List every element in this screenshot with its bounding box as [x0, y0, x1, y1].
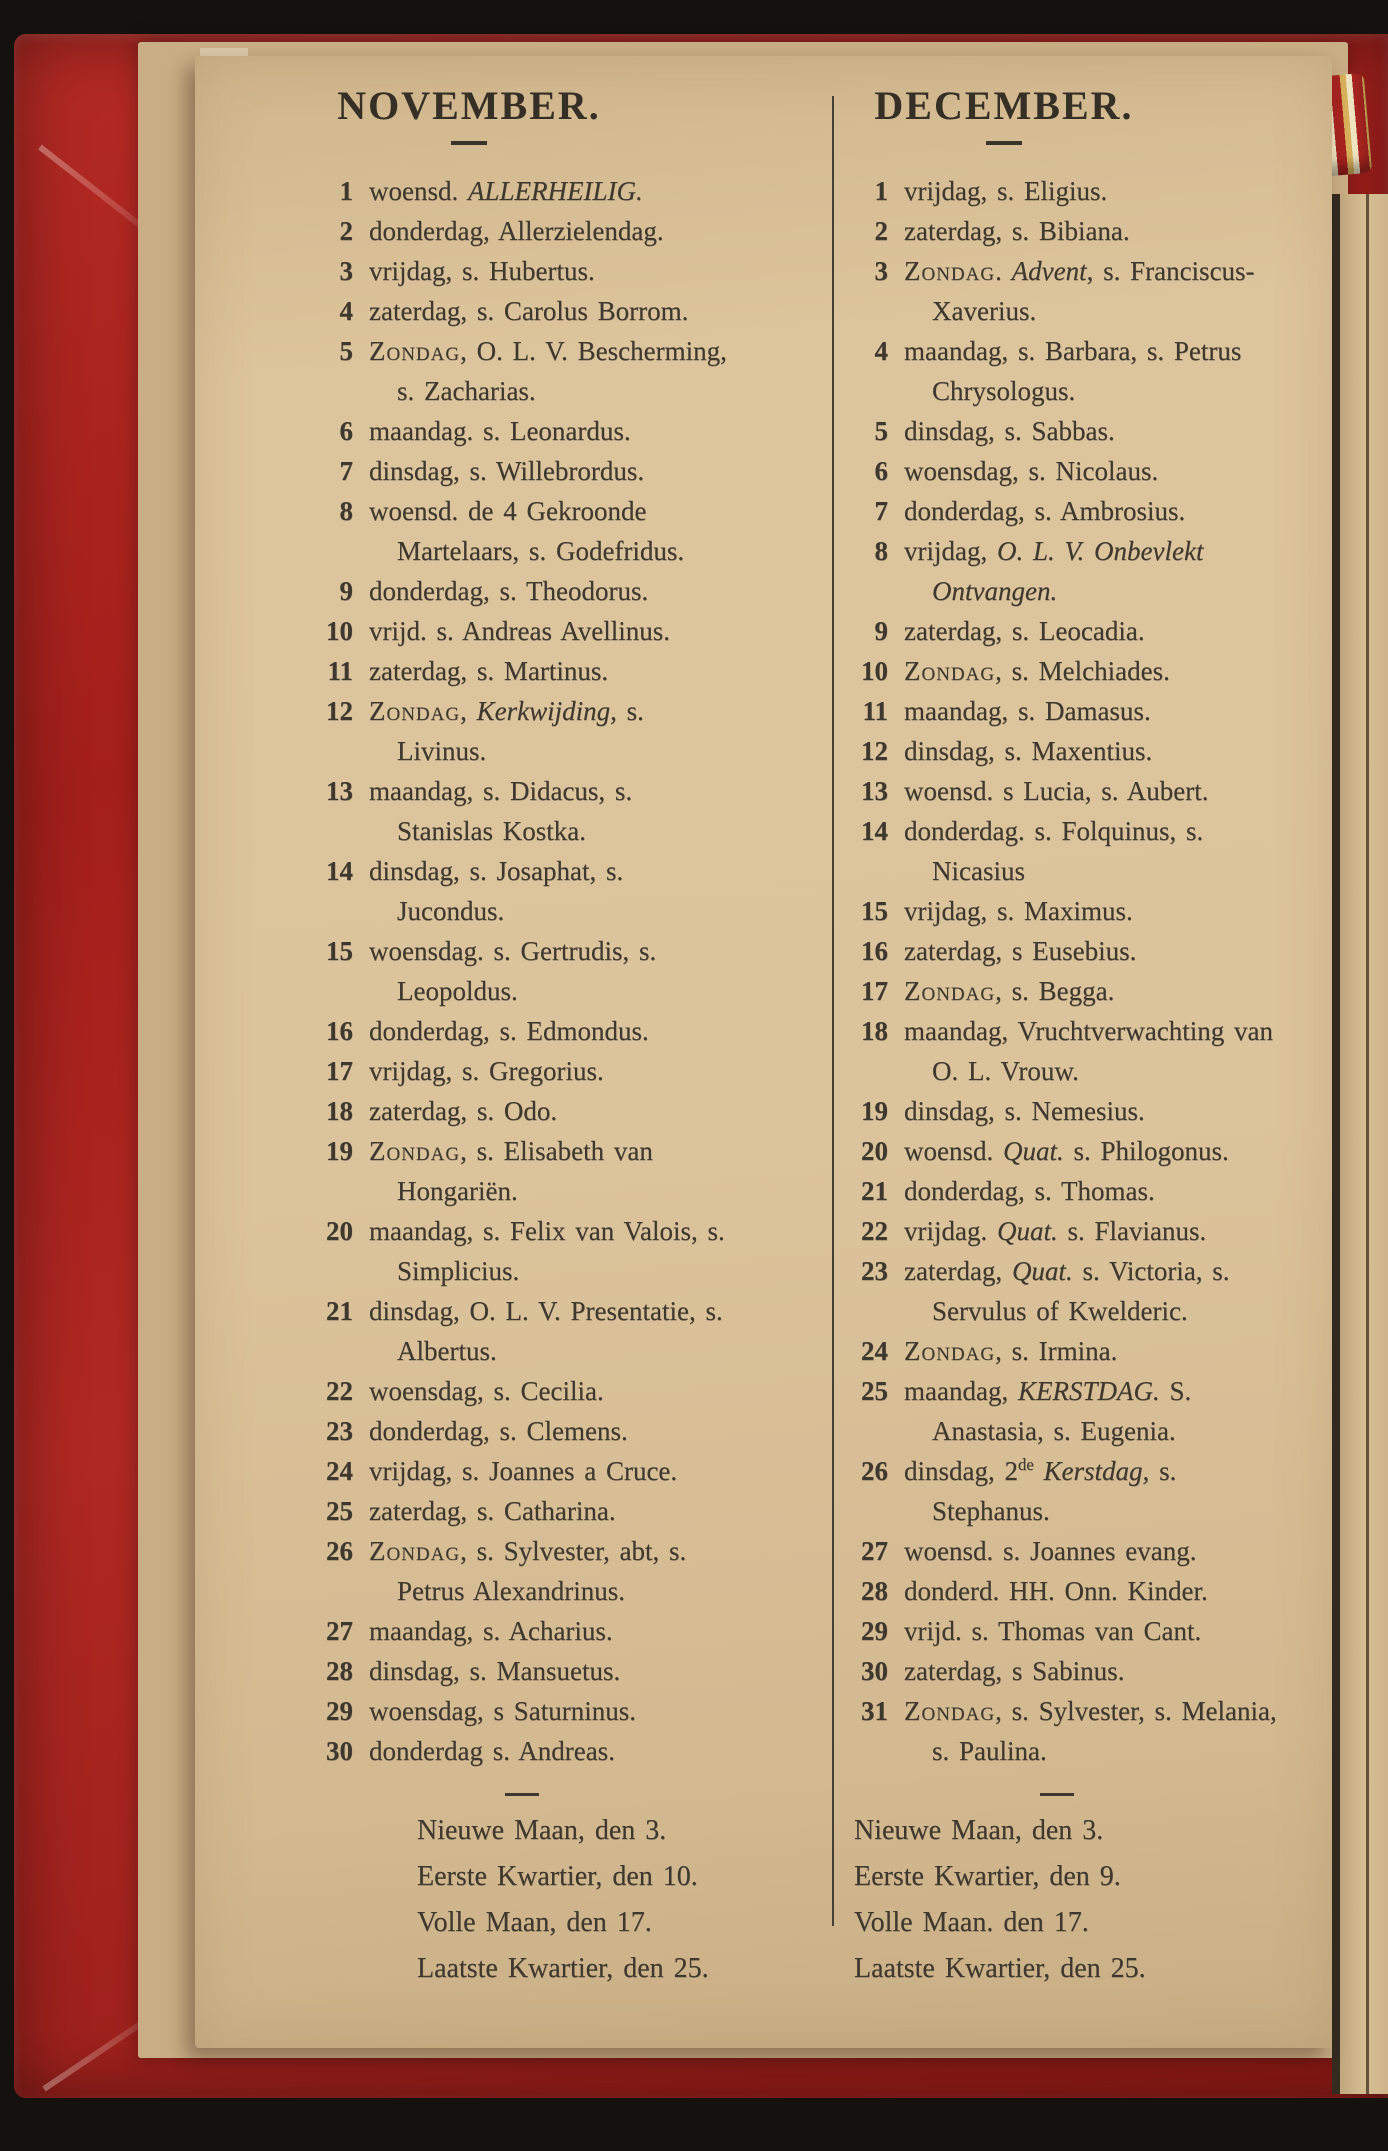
- entry-text: zaterdag, s. Odo.: [369, 1096, 558, 1126]
- entry-text: vrijdag, s. Maximus.: [904, 896, 1133, 926]
- calendar-entry: [840, 651, 1302, 691]
- entry-text: woensdag, s Saturninus.: [369, 1696, 636, 1726]
- entry-text: ALLERHEILIG.: [468, 176, 643, 206]
- moon-phase-line: Eerste Kwartier, den 9.: [854, 1861, 1121, 1892]
- calendar-entry: [305, 691, 730, 771]
- month-header: [854, 82, 1154, 145]
- calendar-entry: [840, 1371, 1302, 1451]
- calendar-entry: [840, 1091, 1302, 1131]
- entry-text: , s. Elisabeth van Hongariën.: [397, 1136, 653, 1206]
- day-number: 5: [874, 416, 888, 446]
- entry-text: donderdag, s. Thomas.: [904, 1176, 1155, 1206]
- day-number: 9: [339, 576, 353, 606]
- entry-text: donderdag, s. Theodorus.: [369, 576, 649, 606]
- day-number: 18: [861, 1016, 888, 1046]
- calendar-entry: [305, 491, 730, 571]
- calendar-entry: [305, 1691, 730, 1731]
- moon-phase-line: Laatste Kwartier, den 25.: [417, 1953, 709, 1984]
- calendar-entry: [305, 331, 730, 411]
- entry-text: s. Philogonus.: [1063, 1136, 1229, 1166]
- day-number: 29: [326, 1696, 353, 1726]
- calendar-entry: [305, 1211, 730, 1291]
- entry-text: woensd. s. Joannes evang.: [904, 1536, 1197, 1566]
- moon-phase-line: Volle Maan, den 17.: [417, 1907, 652, 1938]
- day-number: 28: [326, 1656, 353, 1686]
- entry-text: vrijd. s. Thomas van Cant.: [904, 1616, 1202, 1646]
- calendar-entry: [840, 531, 1302, 611]
- day-number: 27: [861, 1536, 888, 1566]
- calendar-entry: [840, 451, 1302, 491]
- calendar-entry: [840, 251, 1302, 331]
- entry-text: Quat.: [1003, 1136, 1064, 1166]
- entry-text: maandag. s. Leonardus.: [369, 416, 631, 446]
- day-number: 27: [326, 1616, 353, 1646]
- entry-text: s. Stephanus.: [932, 1456, 1177, 1526]
- day-number: 12: [861, 736, 888, 766]
- day-number: 25: [861, 1376, 888, 1406]
- calendar-entry: [305, 571, 730, 611]
- entry-text: vrijdag, s. Gregorius.: [369, 1056, 604, 1086]
- entry-text: woensd.: [369, 176, 468, 206]
- day-number: 3: [874, 256, 888, 286]
- entry-text: , s. Sylvester, s. Melania, s. Paulina.: [932, 1696, 1277, 1766]
- day-number: 6: [874, 456, 888, 486]
- calendar-entry: [840, 331, 1302, 411]
- entry-text: Advent: [1011, 256, 1087, 286]
- entry-text: maandag, s. Barbara, s. Petrus Chrysologus.: [904, 336, 1242, 406]
- day-number: 19: [326, 1136, 353, 1166]
- moon-phase-line: Nieuwe Maan, den 3.: [417, 1815, 667, 1846]
- day-number: 10: [861, 656, 888, 686]
- calendar-entry: [305, 1131, 730, 1211]
- entry-text: s. Livinus.: [397, 696, 644, 766]
- day-number: 22: [861, 1216, 888, 1246]
- calendar-entry: [840, 811, 1302, 891]
- calendar-entry: [840, 1611, 1302, 1651]
- entry-text: maandag,: [904, 1376, 1018, 1406]
- calendar-entry: [840, 611, 1302, 651]
- entry-text: Zondag: [369, 336, 461, 366]
- entry-text: donderdag, s. Ambrosius.: [904, 496, 1186, 526]
- calendar-entry: [840, 491, 1302, 531]
- day-number: 4: [339, 296, 353, 326]
- calendar-entry: [305, 1451, 730, 1491]
- entry-text: woensdag. s. Gertrudis, s. Leopoldus.: [369, 936, 657, 1006]
- column-divider: [832, 96, 834, 1926]
- entry-text: Quat.: [996, 1216, 1058, 1246]
- calendar-entry: [840, 1211, 1302, 1251]
- entry-text: Zondag: [904, 656, 996, 686]
- calendar-entry: [305, 931, 730, 1011]
- day-number: 15: [326, 936, 353, 966]
- day-number: 1: [339, 176, 353, 206]
- calendar-entry: [305, 771, 730, 851]
- day-number: 16: [326, 1016, 353, 1046]
- calendar-entry: [305, 1091, 730, 1131]
- page-edges: [1332, 194, 1388, 2094]
- day-number: 29: [861, 1616, 888, 1646]
- entry-text: Zondag: [369, 696, 461, 726]
- entry-text: maandag, s. Damasus.: [904, 696, 1151, 726]
- entry-text: KERSTDAG.: [1017, 1376, 1160, 1406]
- month-title: DECEMBER.: [874, 83, 1134, 128]
- entry-text: donderd. HH. Onn. Kinder.: [904, 1576, 1208, 1606]
- day-number: 6: [339, 416, 353, 446]
- calendar-entry: [305, 211, 730, 251]
- entry-text: zaterdag, s Eusebius.: [904, 936, 1137, 966]
- moon-phases: [840, 1808, 1302, 1992]
- title-dash: [986, 141, 1022, 145]
- day-number: 15: [861, 896, 888, 926]
- calendar-entry: [840, 1531, 1302, 1571]
- entry-text: dinsdag, s. Sabbas.: [904, 416, 1115, 446]
- calendar-entry: [840, 1651, 1302, 1691]
- entry-text: Zondag: [904, 256, 996, 286]
- day-number: 14: [326, 856, 353, 886]
- entry-text: woensdag, s. Cecilia.: [369, 1376, 604, 1406]
- day-number: 19: [861, 1096, 888, 1126]
- entry-text: zaterdag,: [904, 1256, 1012, 1286]
- day-number: 2: [874, 216, 888, 246]
- calendar-entry: [840, 731, 1302, 771]
- calendar-entry: [840, 1131, 1302, 1171]
- entry-text: dinsdag, 2: [904, 1456, 1018, 1486]
- entry-text: zaterdag, s. Catharina.: [369, 1496, 616, 1526]
- day-number: 3: [339, 256, 353, 286]
- day-number: 2: [339, 216, 353, 246]
- entry-text: dinsdag, O. L. V. Presentatie, s. Albertus.: [369, 1296, 723, 1366]
- moon-phase-line: Nieuwe Maan, den 3.: [854, 1815, 1104, 1846]
- entry-text: , s. Sylvester, abt, s. Petrus Alexandrinus.: [397, 1536, 687, 1606]
- calendar-entry: [305, 651, 730, 691]
- entry-text: , s. Irmina.: [995, 1336, 1118, 1366]
- entry-text: dinsdag, s. Nemesius.: [904, 1096, 1145, 1126]
- entry-text: , s. Melchiades.: [995, 656, 1170, 686]
- entry-text: Quat.: [1011, 1256, 1073, 1286]
- day-number: 25: [326, 1496, 353, 1526]
- day-number: 22: [326, 1376, 353, 1406]
- entry-text: [1034, 1456, 1044, 1486]
- moon-dash: [505, 1793, 539, 1796]
- entry-text: s. Flavianus.: [1057, 1216, 1207, 1246]
- november-column: [305, 82, 730, 1992]
- calendar-entry: [305, 611, 730, 651]
- day-number: 20: [861, 1136, 888, 1166]
- moon-dash: [1040, 1793, 1074, 1796]
- day-number: 24: [326, 1456, 353, 1486]
- entry-text: zaterdag, s. Bibiana.: [904, 216, 1130, 246]
- entry-text: dinsdag, s. Willebrordus.: [369, 456, 645, 486]
- entry-text: zaterdag, s. Leocadia.: [904, 616, 1145, 646]
- calendar-page: [195, 56, 1332, 2048]
- calendar-entry: [305, 851, 730, 931]
- day-number: 31: [861, 1696, 888, 1726]
- entry-text: woensd. de 4 Gekroonde Martelaars, s. Godefridus.: [369, 496, 685, 566]
- entry-text: dinsdag, s. Josaphat, s. Jucondus.: [369, 856, 624, 926]
- calendar-entry: [840, 1011, 1302, 1091]
- entry-text: vrijdag, s. Eligius.: [904, 176, 1108, 206]
- entry-text: vrijdag,: [904, 536, 997, 566]
- calendar-entry: [305, 1411, 730, 1451]
- entry-text: Kerkwijding,: [476, 696, 617, 726]
- calendar-entry: [305, 451, 730, 491]
- calendar-entry: [305, 1011, 730, 1051]
- calendar-entry: [305, 411, 730, 451]
- day-number: 5: [339, 336, 353, 366]
- calendar-entry: [840, 171, 1302, 211]
- day-number: 4: [874, 336, 888, 366]
- calendar-entry: [305, 1291, 730, 1371]
- day-number: 11: [327, 656, 353, 686]
- entry-text: zaterdag, s. Martinus.: [369, 656, 609, 686]
- calendar-entry: [840, 771, 1302, 811]
- day-number: 9: [874, 616, 888, 646]
- entry-text: , s. Franciscus-Xaverius.: [932, 256, 1255, 326]
- day-number: 13: [861, 776, 888, 806]
- calendar-entry: [840, 1451, 1302, 1531]
- day-number: 26: [326, 1536, 353, 1566]
- day-number: 24: [861, 1336, 888, 1366]
- calendar-entry: [305, 1731, 730, 1771]
- entry-text: maandag, s. Didacus, s. Stanislas Kostka.: [369, 776, 633, 846]
- day-number: 11: [862, 696, 888, 726]
- calendar-entry: [305, 291, 730, 331]
- day-number: 8: [339, 496, 353, 526]
- day-number: 30: [861, 1656, 888, 1686]
- calendar-entry: [305, 1051, 730, 1091]
- day-number: 17: [326, 1056, 353, 1086]
- day-number: 23: [861, 1256, 888, 1286]
- title-dash: [451, 141, 487, 145]
- day-number: 28: [861, 1576, 888, 1606]
- day-number: 20: [326, 1216, 353, 1246]
- day-number: 7: [874, 496, 888, 526]
- entry-text: zaterdag, s. Carolus Borrom.: [369, 296, 689, 326]
- day-number: 12: [326, 696, 353, 726]
- entry-text: donderdag, Allerzielendag.: [369, 216, 664, 246]
- entry-text: , s. Begga.: [995, 976, 1115, 1006]
- entry-text: de: [1018, 1455, 1034, 1474]
- calendar-entry: [840, 1571, 1302, 1611]
- entry-text: s. Victoria, s. Servulus of Kwelderic.: [932, 1256, 1230, 1326]
- calendar-entry: [840, 1251, 1302, 1331]
- calendar-entry: [305, 1611, 730, 1651]
- day-number: 18: [326, 1096, 353, 1126]
- calendar-entry: [305, 1531, 730, 1611]
- entry-text: maandag, s. Acharius.: [369, 1616, 613, 1646]
- entry-text: ,: [460, 696, 477, 726]
- day-number: 16: [861, 936, 888, 966]
- entry-text: O. L. V. Onbevlekt Ontvangen.: [932, 536, 1204, 606]
- entry-text: maandag, s. Felix van Valois, s. Simplicius.: [369, 1216, 725, 1286]
- day-list: [840, 171, 1302, 1771]
- calendar-entry: [840, 411, 1302, 451]
- entry-text: donderdag, s. Clemens.: [369, 1416, 628, 1446]
- day-number: 7: [339, 456, 353, 486]
- calendar-entry: [840, 971, 1302, 1011]
- day-number: 30: [326, 1736, 353, 1766]
- entry-text: donderdag, s. Edmondus.: [369, 1016, 649, 1046]
- entry-text: vrijdag, s. Joannes a Cruce.: [369, 1456, 678, 1486]
- entry-text: S. Anastasia, s. Eugenia.: [932, 1376, 1192, 1446]
- entry-text: vrijd. s. Andreas Avellinus.: [369, 616, 670, 646]
- moon-phase-line: Laatste Kwartier, den 25.: [854, 1953, 1146, 1984]
- calendar-entry: [840, 211, 1302, 251]
- calendar-entry: [305, 171, 730, 211]
- day-number: 1: [874, 176, 888, 206]
- entry-text: zaterdag, s Sabinus.: [904, 1656, 1125, 1686]
- entry-text: woensdag, s. Nicolaus.: [904, 456, 1159, 486]
- entry-text: donderdag s. Andreas.: [369, 1736, 615, 1766]
- entry-text: Zondag: [369, 1136, 461, 1166]
- day-number: 17: [861, 976, 888, 1006]
- day-number: 10: [326, 616, 353, 646]
- calendar-entry: [840, 1171, 1302, 1211]
- calendar-entry: [305, 1371, 730, 1411]
- day-number: 23: [326, 1416, 353, 1446]
- day-number: 21: [861, 1176, 888, 1206]
- calendar-entry: [840, 931, 1302, 971]
- entry-text: dinsdag, s. Mansuetus.: [369, 1656, 621, 1686]
- calendar-entry: [840, 1331, 1302, 1371]
- calendar-entry: [840, 1691, 1302, 1771]
- month-header: [319, 82, 619, 145]
- entry-text: .: [995, 256, 1012, 286]
- moon-phase-line: Volle Maan. den 17.: [854, 1907, 1089, 1938]
- calendar-entry: [840, 891, 1302, 931]
- entry-text: vrijdag, s. Hubertus.: [369, 256, 595, 286]
- calendar-entry: [305, 251, 730, 291]
- entry-text: Kerstdag,: [1043, 1456, 1150, 1486]
- day-number: 21: [326, 1296, 353, 1326]
- day-number: 13: [326, 776, 353, 806]
- entry-text: Zondag: [904, 1696, 996, 1726]
- entry-text: vrijdag.: [904, 1216, 997, 1246]
- entry-text: Zondag: [904, 1336, 996, 1366]
- entry-text: Zondag: [369, 1536, 461, 1566]
- moon-phase-line: Eerste Kwartier, den 10.: [417, 1861, 698, 1892]
- calendar-entry: [840, 691, 1302, 731]
- day-number: 14: [861, 816, 888, 846]
- moon-phases: [305, 1808, 730, 1992]
- day-list: [305, 171, 730, 1771]
- calendar-entry: [305, 1651, 730, 1691]
- entry-text: , O. L. V. Bescherming, s. Zacharias.: [397, 336, 727, 406]
- day-number: 8: [874, 536, 888, 566]
- day-number: 26: [861, 1456, 888, 1486]
- month-title: NOVEMBER.: [337, 83, 601, 128]
- entry-text: Zondag: [904, 976, 996, 1006]
- entry-text: woensd. s Lucia, s. Aubert.: [904, 776, 1209, 806]
- entry-text: donderdag. s. Folquinus, s. Nicasius: [904, 816, 1204, 886]
- entry-text: maandag, Vruchtverwachting van O. L. Vrouw.: [904, 1016, 1273, 1086]
- entry-text: woensd.: [904, 1136, 1003, 1166]
- calendar-entry: [305, 1491, 730, 1531]
- entry-text: dinsdag, s. Maxentius.: [904, 736, 1153, 766]
- december-column: [840, 82, 1302, 1992]
